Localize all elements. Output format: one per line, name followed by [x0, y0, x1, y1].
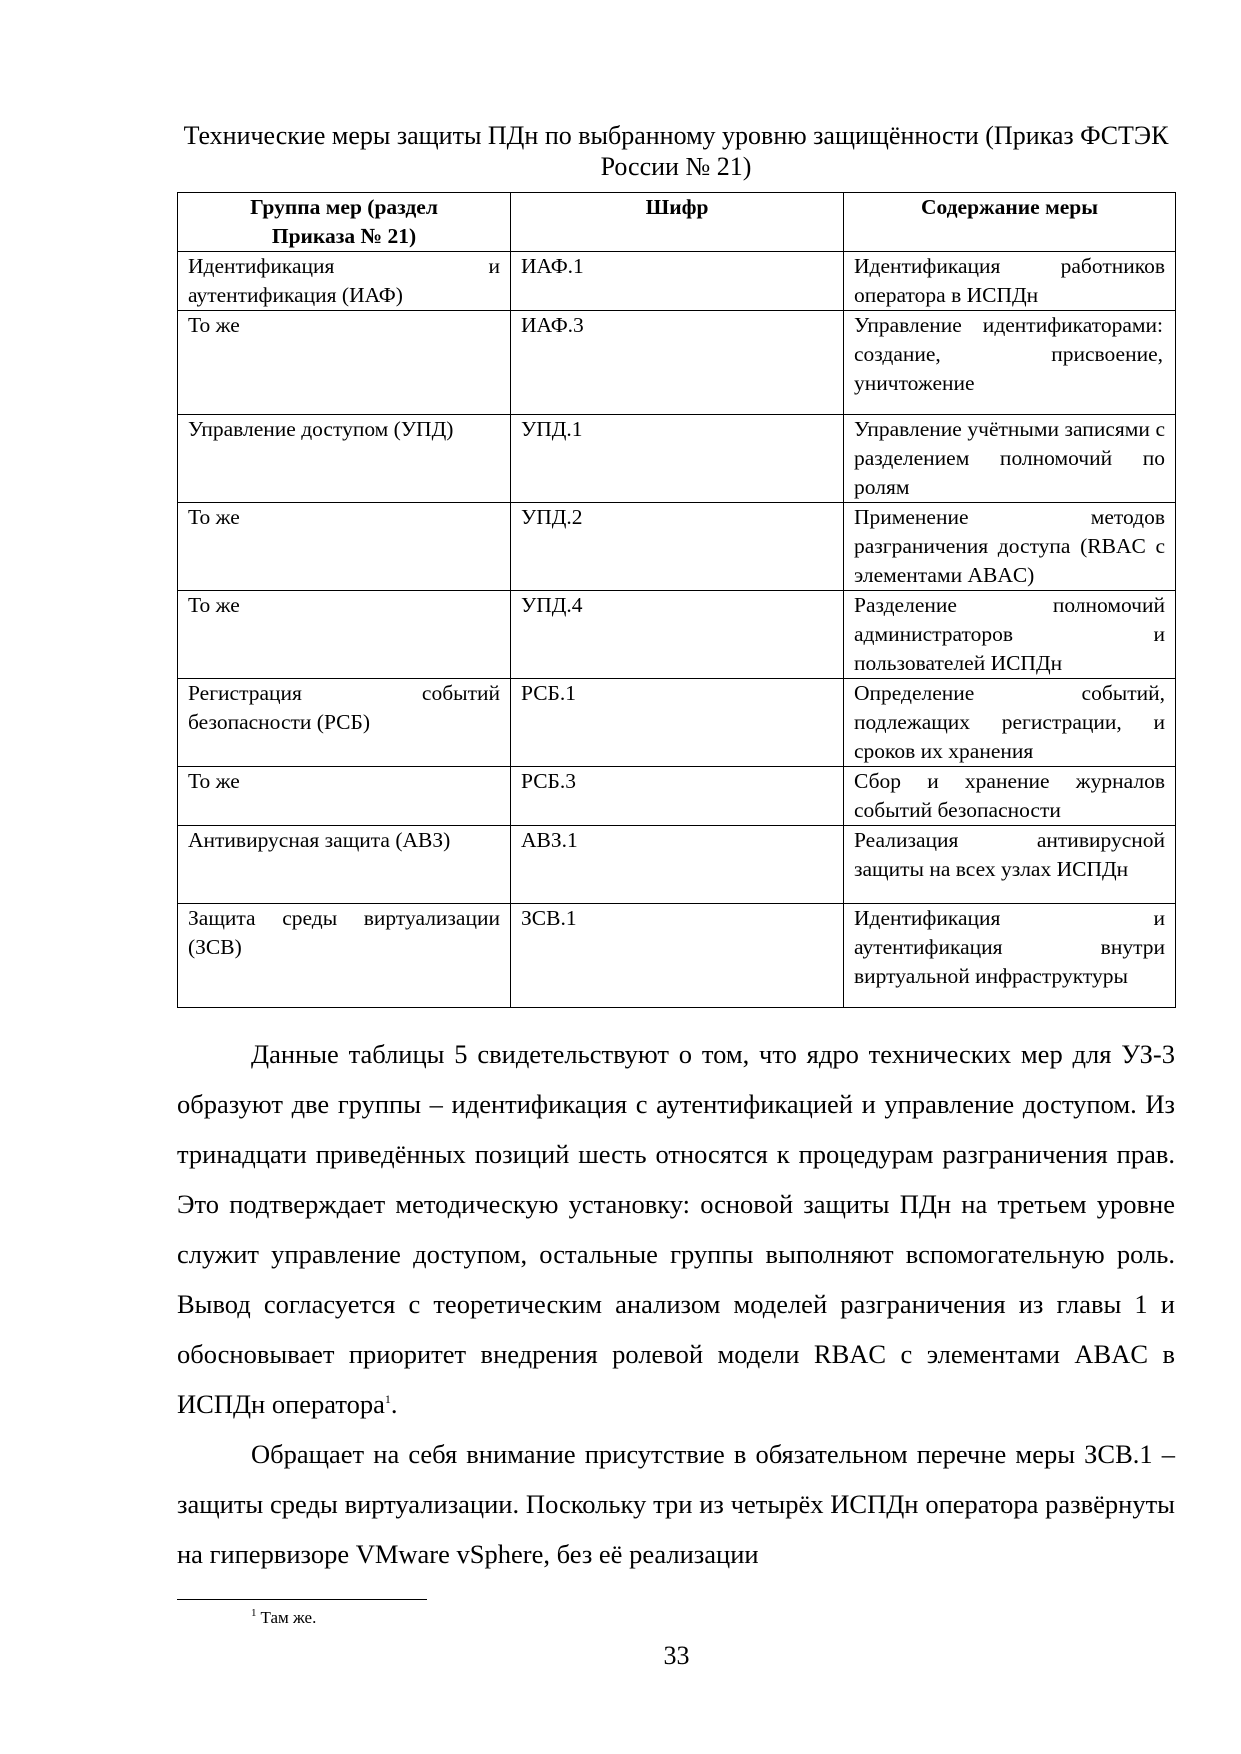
cell-group: Регистрация событий безопасности (РСБ) [178, 679, 511, 767]
table-row [178, 503, 1176, 591]
cell-content: Реализация антивирусной защиты на всех узлах ИСПДн [844, 826, 1176, 904]
paragraph-1-body: Данные таблицы 5 свидетельствуют о том, что ядро технических мер для УЗ-3 образуют две группы – идентификация с аутентификацией и управление доступом. Из тринадцати приведённых позиций шесть относятся к процедурам разграничения прав. Это подтверждает методическую установку: основой защиты ПДн на третьем уровне служит управление доступом, остальные группы выполняют вспомогательную роль. Вывод согласуется с теоретическим анализом моделей разграничения из главы 1 и обосновывает приоритет внедрения ролевой модели RBAC с элементами ABAC в ИСПДн оператора [177, 1039, 1175, 1419]
table-row [178, 415, 1176, 503]
cell-code: АВЗ.1 [511, 826, 844, 904]
table-row [178, 591, 1176, 679]
cell-code: ЗСВ.1 [511, 904, 844, 1008]
header-group: Группа мер (раздел Приказа № 21) [178, 193, 511, 252]
cell-group: То же [178, 503, 511, 591]
header-content: Содержание меры [844, 193, 1176, 252]
cell-content: Разделение полномочий администраторов и пользователей ИСПДн [844, 591, 1176, 679]
cell-group: Антивирусная защита (АВЗ) [178, 826, 511, 904]
page-number: 33 [663, 1641, 690, 1670]
paragraph-2 [177, 1429, 1175, 1579]
table-row [178, 767, 1176, 826]
table-row [178, 826, 1176, 904]
footnote-reference[interactable]: 1 [384, 1392, 391, 1407]
footnote-text: Там же. [260, 1608, 317, 1627]
measures-table [177, 192, 1176, 1008]
cell-content: Сбор и хранение журналов событий безопасности [844, 767, 1176, 826]
paragraph-1 [177, 1029, 1175, 1429]
cell-content: Идентификация и аутентификация внутри виртуальной инфраструктуры [844, 904, 1176, 1008]
header-code: Шифр [511, 193, 844, 252]
cell-group: То же [178, 591, 511, 679]
cell-code: РСБ.3 [511, 767, 844, 826]
cell-content: Управление учётными записями с разделением полномочий по ролям [844, 415, 1176, 503]
footnote-number: 1 [251, 1607, 257, 1620]
footnote-separator [177, 1599, 427, 1600]
cell-code: УПД.1 [511, 415, 844, 503]
table-row [178, 252, 1176, 311]
cell-code: УПД.4 [511, 591, 844, 679]
cell-group: Управление доступом (УПД) [178, 415, 511, 503]
paragraph-2-text: Обращает на себя внимание присутствие в обязательном перечне меры ЗСВ.1 – защиты среды виртуализации. Поскольку три из четырёх ИСПДн оператора развёрнуты на гипервизоре VMware vSphere, без её реализации [177, 1439, 1175, 1569]
table-header-row [178, 193, 1176, 252]
cell-content: Идентификация работников оператора в ИСПДн [844, 252, 1176, 311]
cell-group: То же [178, 767, 511, 826]
table-row [178, 311, 1176, 415]
cell-group: Защита среды виртуализации (ЗСВ) [178, 904, 511, 1008]
paragraph-1-end: . [390, 1389, 398, 1419]
cell-code: ИАФ.3 [511, 311, 844, 415]
cell-code: УПД.2 [511, 503, 844, 591]
cell-group: То же [178, 311, 511, 415]
paragraph-1-text [177, 1029, 1175, 1429]
cell-code: ИАФ.1 [511, 252, 844, 311]
cell-content: Определение событий, подлежащих регистрации, и сроков их хранения [844, 679, 1176, 767]
table-caption: Технические меры защиты ПДн по выбранному уровню защищённости (Приказ ФСТЭК России № 21) [183, 121, 1169, 181]
cell-content: Применение методов разграничения доступа (RBAC с элементами ABAC) [844, 503, 1176, 591]
footnote [251, 1607, 316, 1629]
cell-group: Идентификация и аутентификация (ИАФ) [178, 252, 511, 311]
cell-code: РСБ.1 [511, 679, 844, 767]
table-row [178, 679, 1176, 767]
table-row [178, 904, 1176, 1008]
cell-content: Управление идентификаторами: создание, присвоение, уничтожение [844, 311, 1176, 415]
